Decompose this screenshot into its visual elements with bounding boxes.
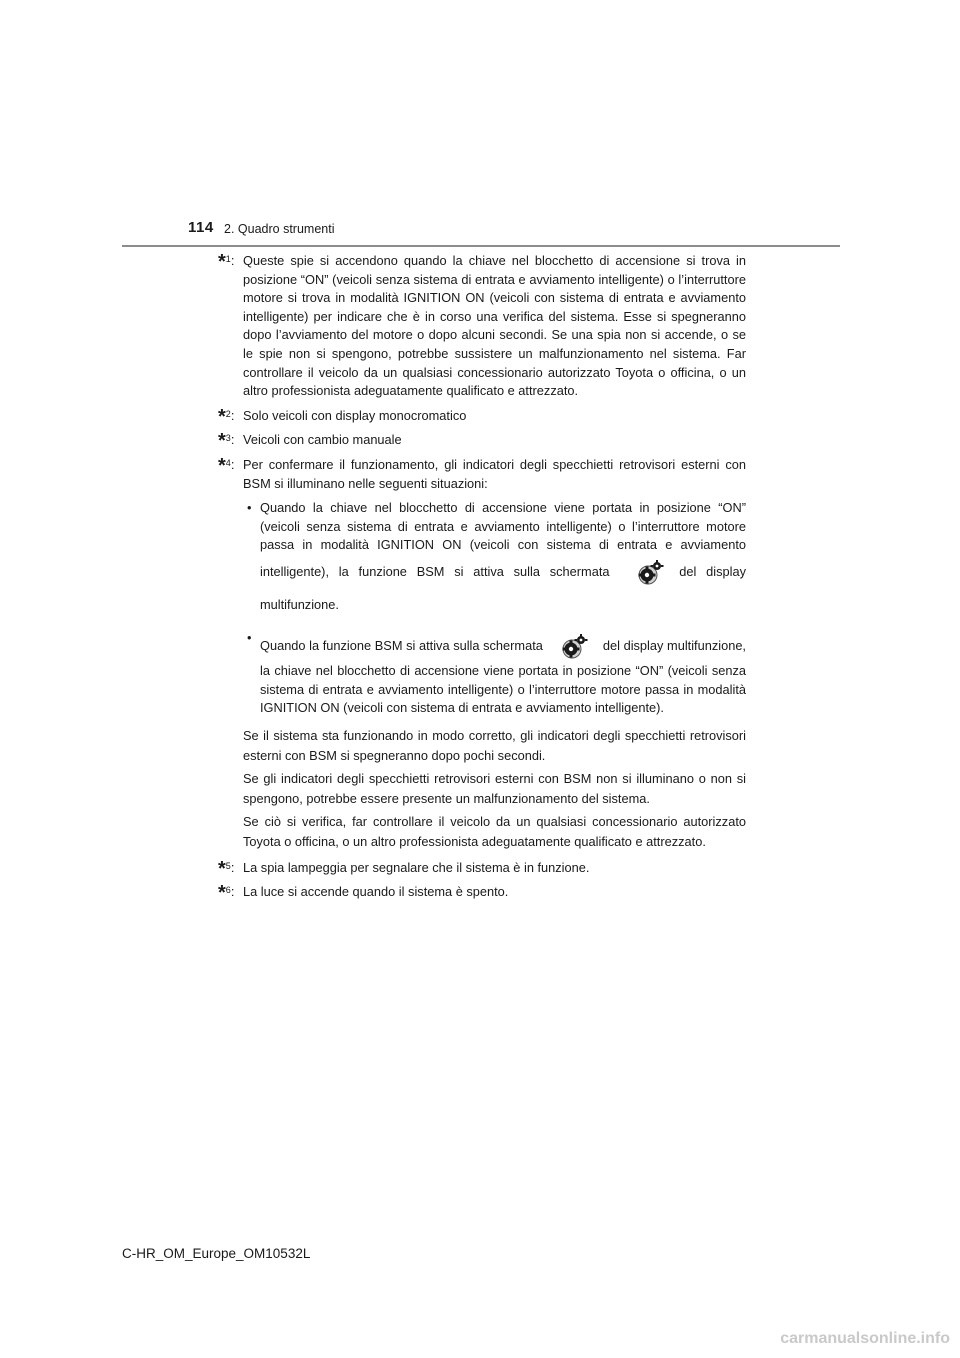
footnote-5: [218, 859, 746, 878]
bullet-item: • Quando la funzione BSM si attiva sulla schermata del display multifunzione, la chiave nel blocchetto di accensione viene portata in posizione “ON” (veicoli senza sistema di entrata e avviamento intelligente) o l’interruttore motore passa in modalità IGNITION ON (veicoli con sistema di entrata e avviamento intelligente).: [247, 629, 746, 716]
footnote-text: Veicoli con cambio manuale: [243, 432, 402, 448]
paragraph: Se gli indicatori degli specchietti retrovisori esterni con BSM non si illuminano o non si spengono, potrebbe essere presente un malfunzionamento del sistema.: [243, 770, 746, 807]
gear-settings-icon: [635, 558, 665, 588]
footnote-text: La luce si accende quando il sistema è spento.: [243, 884, 509, 900]
footnote-3: [218, 430, 746, 453]
footnote-text: Per confermare il funzionamento, gli indicatori degli specchietti retrovisori esterni con BSM si illuminano nelle seguenti situazioni:: [243, 456, 746, 491]
footnote-2: [218, 407, 746, 426]
footnote-4: [218, 456, 746, 853]
footnote-text: La spia lampeggia per segnalare che il sistema è in funzione.: [243, 859, 590, 875]
footnote-marker: *$^3$:: [218, 430, 235, 453]
bullet-dot: •: [247, 500, 252, 516]
header-divider: [122, 245, 840, 247]
footnotes: [218, 252, 746, 908]
bullet-dot: •: [247, 629, 252, 645]
watermark: carmanualsonline.info: [780, 1330, 950, 1347]
document-id: C-HR_OM_Europe_OM10532L: [122, 1246, 311, 1261]
gear-settings-icon: [559, 632, 589, 662]
bullet-item: • Quando la chiave nel blocchetto di accensione viene portata in posizione “ON” (veicoli senza sistema di entrata e avviamento intelligente) o l’interruttore motore passa in modalità IGNITION ON (veicoli con sistema di entrata e avviamento intelligente), la funzione BSM si attiva sulla schermata del display multifunzione.: [247, 500, 746, 612]
footnote-marker: *$^5$:: [218, 857, 235, 880]
footnote-text: Solo veicoli con display monocromatico: [243, 407, 467, 423]
bullet-text: Quando la funzione BSM si attiva sulla schermata: [260, 637, 543, 653]
page-number: 114: [188, 219, 214, 236]
footnote-marker: *$^1$:: [218, 251, 235, 273]
footnote-1: [218, 252, 746, 401]
paragraph: Se il sistema sta funzionando in modo corretto, gli indicatori degli specchietti retrovisori esterni con BSM si spegneranno dopo pochi secondi.: [243, 727, 746, 764]
footnote-marker: *$^4$:: [218, 454, 235, 477]
footnote-text: Queste spie si accendono quando la chiave nel blocchetto di accensione si trova in posizione “ON” (veicoli senza sistema di entrata e avviamento intelligente) o l’interruttore motore si trova in modalità IGNITION ON (veicoli con sistema di entrata e avviamento intelligente) per indicare che è in corso una verifica del sistema. Esse si spegneranno dopo l’avviamento del motore o dopo alcuni secondi. Se una spia non si accende, o se le spie non si spengono, potrebbe sussistere un malfunzionamento nel sistema. Far controllare il veicolo da un qualsiasi concessionario autorizzato Toyota o officina, o un altro professionista adeguatamente qualificato e attrezzato.: [243, 253, 746, 399]
footnote-marker: *$^2$:: [218, 405, 235, 428]
section-title: 2. Quadro strumenti: [224, 222, 335, 236]
footnote-marker: *$^6$:: [218, 882, 235, 905]
bullet-text: Quando la chiave nel blocchetto di accensione viene portata in posizione “ON” (veicoli senza sistema di entrata e avviamento intelligente) o l’interruttore motore passa in modalità IGNITION ON (veicoli con sistema di entrata e avviamento intelligente), la funzione BSM si attiva sulla schermata: [260, 500, 746, 579]
paragraph: Se ciò si verifica, far controllare il veicolo da un qualsiasi concessionario autorizzato Toyota o officina, o un altro professionista adeguatamente qualificato e attrezzato.: [243, 813, 746, 850]
footnote-6: [218, 882, 746, 905]
